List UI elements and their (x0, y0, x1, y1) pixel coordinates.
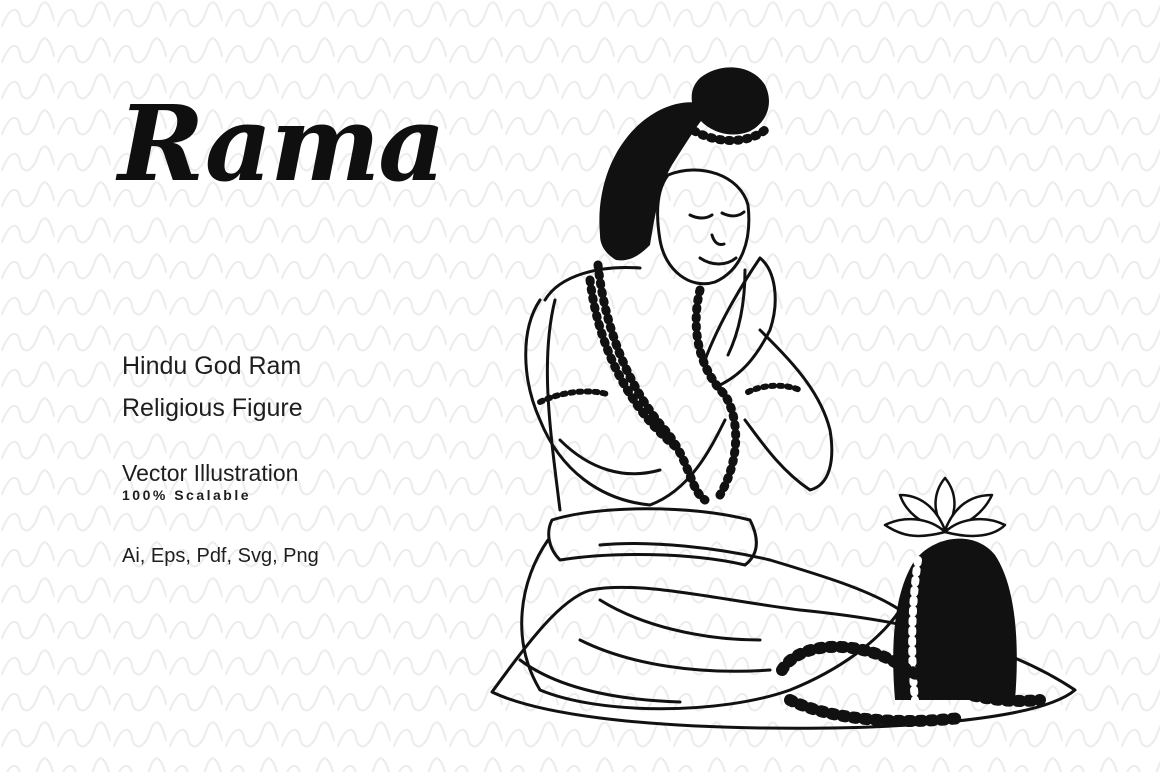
lotus-flower (885, 478, 1005, 536)
hair (599, 67, 769, 260)
page-title: Rama (118, 82, 444, 205)
face (658, 170, 749, 284)
waist-sash (549, 509, 757, 565)
format-note: 100% Scalable (122, 487, 252, 503)
subtitle-line-1: Hindu God Ram (122, 352, 302, 380)
dhoti (522, 540, 900, 709)
file-types: Ai, Eps, Pdf, Svg, Png (122, 545, 319, 567)
subtitle-line-2: Religious Figure (122, 394, 303, 422)
format-title: Vector Illustration (122, 460, 299, 486)
rama-illustration (480, 55, 1100, 745)
